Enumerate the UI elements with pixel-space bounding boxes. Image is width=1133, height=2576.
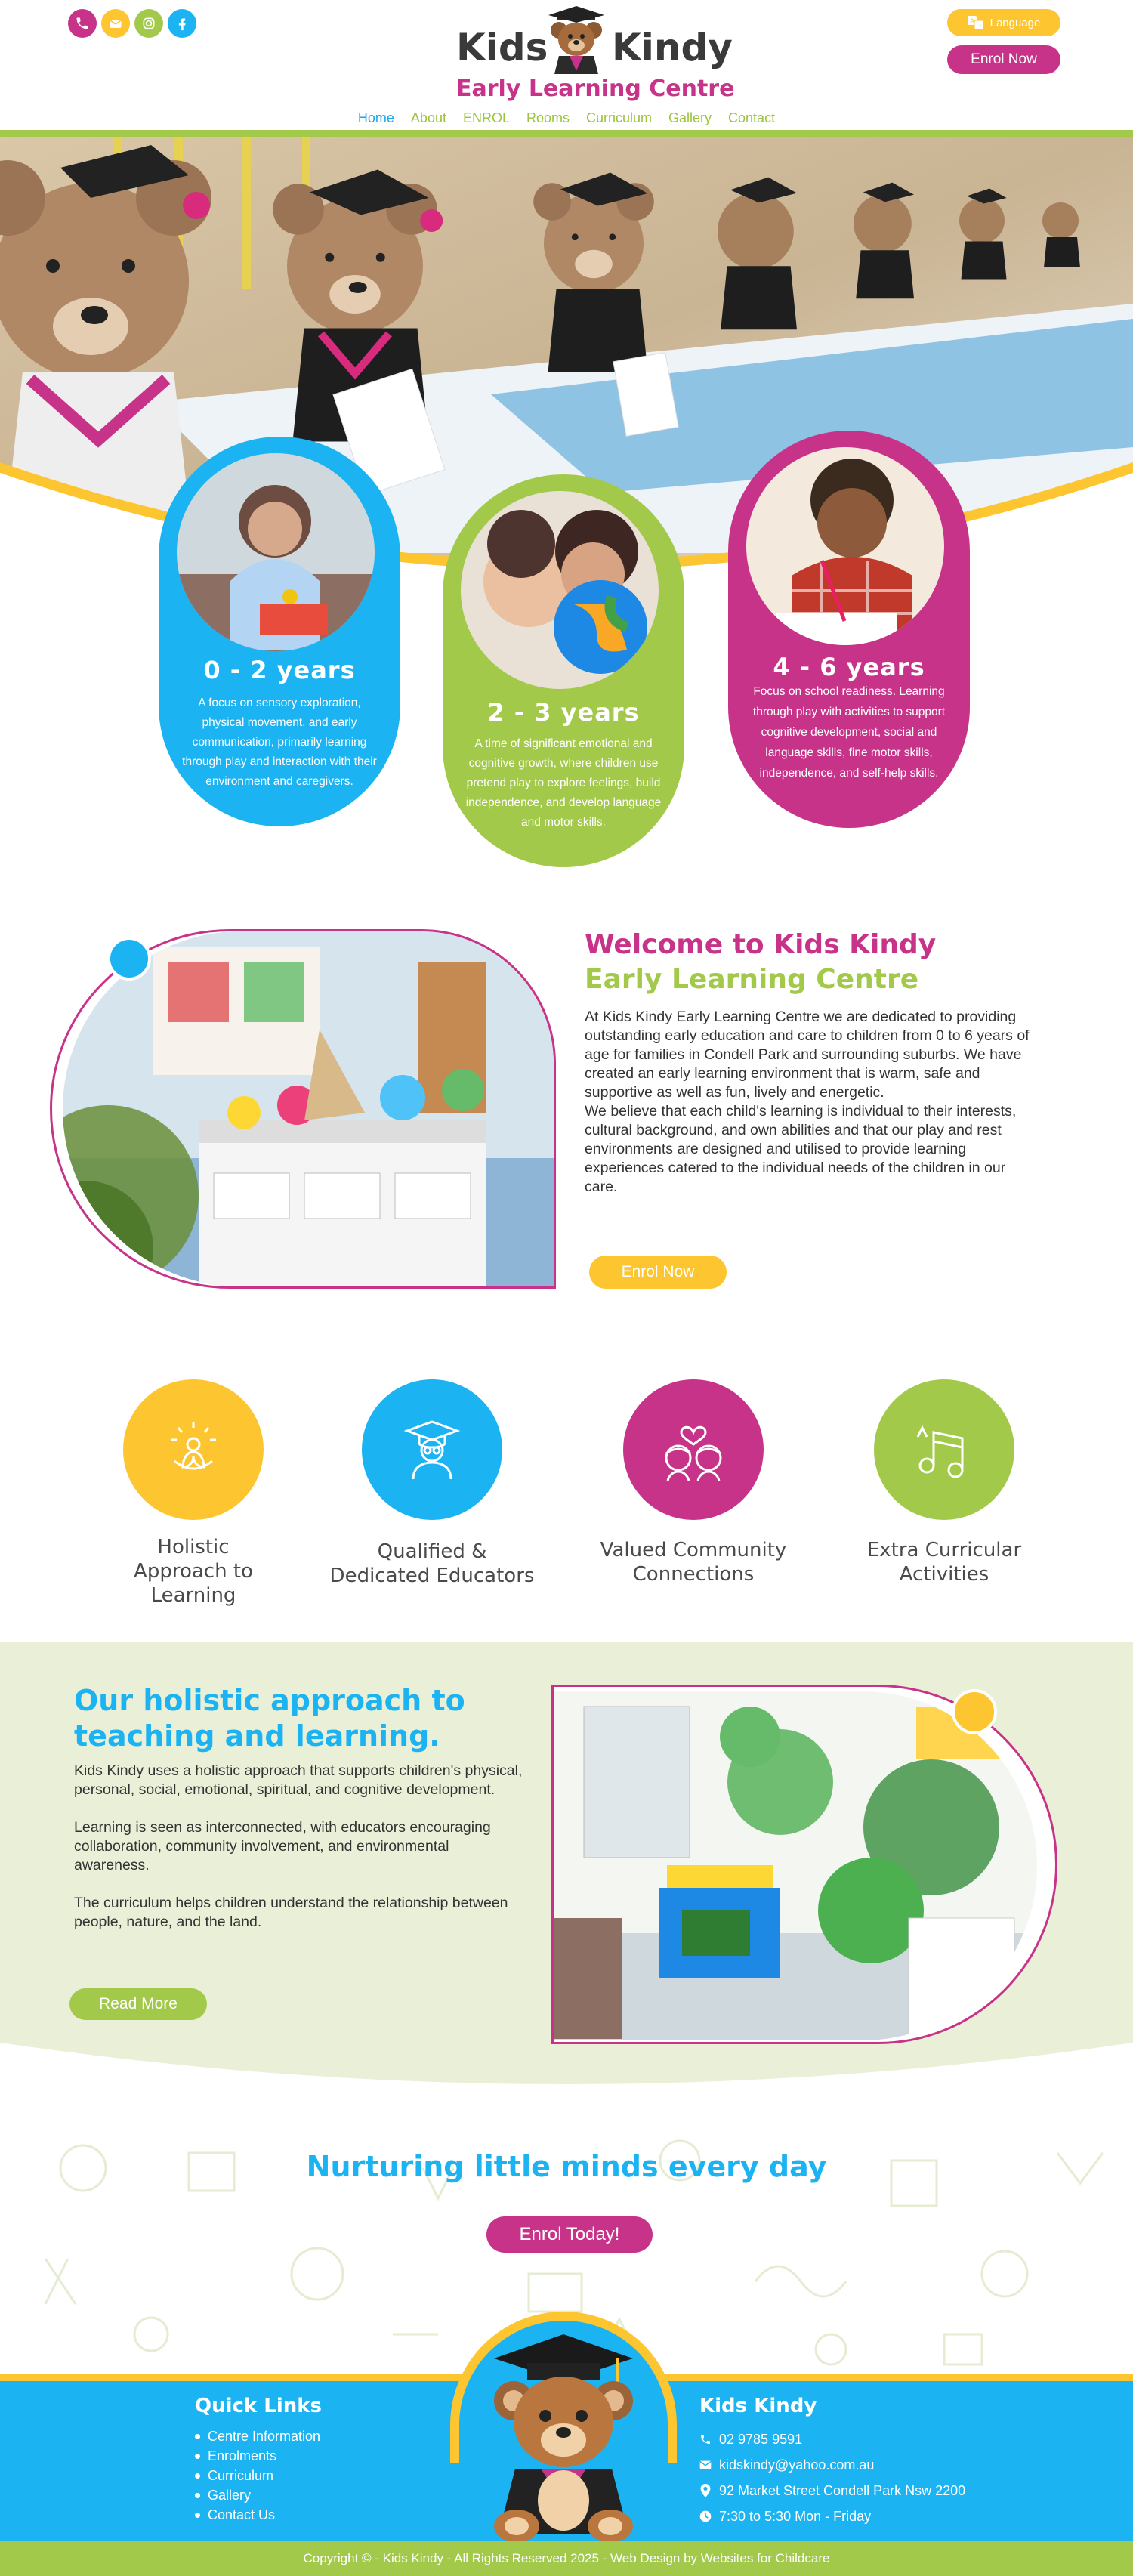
age-card-0-2[interactable] — [159, 437, 400, 826]
footer-phone[interactable] — [699, 2426, 965, 2452]
facebook-icon[interactable] — [168, 9, 196, 38]
nav-curriculum[interactable]: Curriculum — [586, 110, 653, 125]
footer-address-text: 92 Market Street Condell Park Nsw 2200 — [719, 2483, 966, 2498]
footer-link-contact[interactable] — [195, 2505, 322, 2525]
location-pin-icon — [699, 2484, 712, 2497]
phone-icon[interactable] — [68, 9, 97, 38]
graduate-icon — [362, 1379, 502, 1520]
footer-hours-text: 7:30 to 5:30 Mon - Friday — [719, 2509, 872, 2524]
teddy-logo-icon — [545, 6, 607, 76]
yellow-dot-decoration — [107, 937, 151, 981]
footer-phone-text: 02 9785 9591 — [719, 2432, 803, 2447]
feature-educators — [319, 1379, 545, 1588]
bullet-icon — [195, 2493, 200, 2498]
age-description: A focus on sensory exploration, physical movement, and early communication, primarily learning through play and interaction with their environment and caregivers. — [182, 697, 377, 788]
welcome-para-1: At Kids Kindy Early Learning Centre we are dedicated to providing outstanding early education and care to children from 0 to 6 years of age for families in Condell Park and surrounding suburbs. We have created an early learning environment that is warm, safe and supportive as well as fun, lively and energetic. — [585, 1008, 1030, 1101]
footer-link-gallery[interactable] — [195, 2485, 322, 2505]
music-icon — [874, 1379, 1014, 1520]
age-title: 2 - 3 years — [487, 698, 640, 727]
holistic-para-1: Kids Kindy uses a holistic approach that supports children's physical, personal, social, emotional, spiritual, and cognitive development. — [74, 1762, 523, 1798]
logo[interactable] — [453, 6, 735, 103]
logo-subtitle: Early Learning Centre — [456, 76, 735, 102]
bullet-icon — [195, 2513, 200, 2518]
email-icon — [699, 2460, 712, 2470]
nurture-title: Nurturing little minds every day — [306, 2150, 827, 2183]
translate-icon — [968, 16, 984, 29]
enrol-today-button[interactable]: Enrol Today! — [486, 2216, 653, 2253]
copyright-text: Copyright © - Kids Kindy - All Rights Reserved 2025 - Web Design by Websites for Childcare — [303, 2551, 830, 2565]
feature-label: Holistic Approach to Learning — [134, 1536, 253, 1607]
footer-link-enrolments[interactable] — [195, 2446, 322, 2466]
footer-link-curriculum[interactable] — [195, 2466, 322, 2485]
welcome-enrol-button[interactable]: Enrol Now — [589, 1256, 727, 1289]
bullet-icon — [195, 2473, 200, 2479]
email-icon[interactable] — [101, 9, 130, 38]
age-title: 0 - 2 years — [203, 656, 356, 684]
footer-contact — [699, 2395, 965, 2529]
feature-label: Extra Curricular Activities — [866, 1539, 1022, 1586]
age-title: 4 - 6 years — [773, 653, 925, 681]
footer-link-label: Gallery — [208, 2488, 252, 2503]
footer-link-label: Enrolments — [208, 2448, 277, 2463]
svg-text:A: A — [969, 17, 974, 25]
teddy-graduate-icon — [467, 2328, 660, 2547]
logo-kids: Kids — [456, 26, 548, 69]
welcome-photo-frame — [50, 929, 556, 1289]
footer-email-text: kidskindy@yahoo.com.au — [719, 2457, 875, 2473]
age-description: Focus on school readiness. Learning through play with activities to support cognitive development, social and language skills, fine motor skills, independence, and self-help skills. — [752, 685, 946, 780]
footer-link-centre-info[interactable] — [195, 2426, 322, 2446]
nav-about[interactable]: About — [410, 110, 446, 125]
welcome-title-line2: Early Learning Centre — [585, 964, 919, 995]
footer-link-label: Contact Us — [208, 2507, 276, 2522]
holistic-title-line1: Our holistic approach to — [74, 1684, 465, 1717]
community-icon — [623, 1379, 764, 1520]
age-description: A time of significant emotional and cognitive growth, where children use pretend play to explore feelings, build independence, and develop language and motor skills. — [465, 737, 662, 829]
lotus-icon — [123, 1379, 264, 1520]
child-drawing-photo — [746, 447, 944, 645]
infant-photo — [177, 453, 375, 651]
bullet-icon — [195, 2434, 200, 2439]
main-nav — [0, 110, 1133, 126]
footer-address — [699, 2478, 965, 2503]
nav-rooms[interactable]: Rooms — [526, 110, 570, 125]
quick-links — [195, 2395, 322, 2525]
holistic-text — [74, 1683, 527, 1932]
welcome-text — [585, 928, 1038, 1197]
nav-home[interactable]: Home — [357, 110, 394, 125]
footer-email[interactable] — [699, 2452, 965, 2478]
header-enrol-button[interactable]: Enrol Now — [947, 45, 1060, 74]
nav-gallery[interactable]: Gallery — [668, 110, 712, 125]
playroom-image — [554, 1691, 1037, 2040]
footer-contact-title: Kids Kindy — [699, 2395, 817, 2417]
footer-link-label: Curriculum — [208, 2468, 274, 2483]
footer-link-label: Centre Information — [208, 2429, 321, 2444]
feature-label: Valued Community Connections — [600, 1539, 787, 1586]
holistic-title-line2: teaching and learning. — [74, 1719, 440, 1753]
language-button[interactable] — [947, 9, 1060, 36]
age-card-4-6[interactable] — [728, 431, 970, 828]
holistic-wave — [0, 2032, 1133, 2115]
footer-hours — [699, 2503, 965, 2529]
classroom-toys-image — [63, 931, 556, 1286]
nav-contact[interactable]: Contact — [728, 110, 776, 125]
age-card-2-3[interactable] — [443, 474, 684, 867]
phone-icon — [699, 2433, 712, 2445]
logo-kindy: Kindy — [612, 26, 733, 69]
feature-community — [580, 1379, 807, 1586]
clock-icon — [699, 2510, 712, 2522]
holistic-photo-frame — [551, 1685, 1057, 2044]
copyright-bar — [0, 2541, 1133, 2576]
holistic-para-2: Learning is seen as interconnected, with educators encouraging collaboration, community involvement, and environmental awareness. — [74, 1819, 491, 1873]
quick-links-title: Quick Links — [195, 2395, 323, 2417]
welcome-para-2: We believe that each child's learning is individual to their interests, cultural background, and own abilities and that our play and rest environments are designed and utilised to provide learning experiences catered to the individual needs of the children in our care. — [585, 1103, 1017, 1195]
yellow-dot-decoration — [952, 1689, 997, 1734]
bullet-icon — [195, 2454, 200, 2459]
read-more-button[interactable]: Read More — [69, 1988, 207, 2020]
feature-label: Qualified & Dedicated Educators — [329, 1540, 535, 1587]
feature-holistic — [80, 1379, 307, 1608]
language-label: Language — [989, 16, 1041, 29]
header — [0, 0, 1133, 134]
nav-enrol[interactable]: ENROL — [462, 110, 510, 125]
holistic-para-3: The curriculum helps children understand the relationship between people, nature, and the land. — [74, 1895, 508, 1930]
toddler-globe-photo — [461, 491, 659, 689]
instagram-icon[interactable] — [134, 9, 163, 38]
welcome-title-line1: Welcome to Kids Kindy — [585, 929, 937, 960]
feature-extra-curricular — [831, 1379, 1057, 1586]
